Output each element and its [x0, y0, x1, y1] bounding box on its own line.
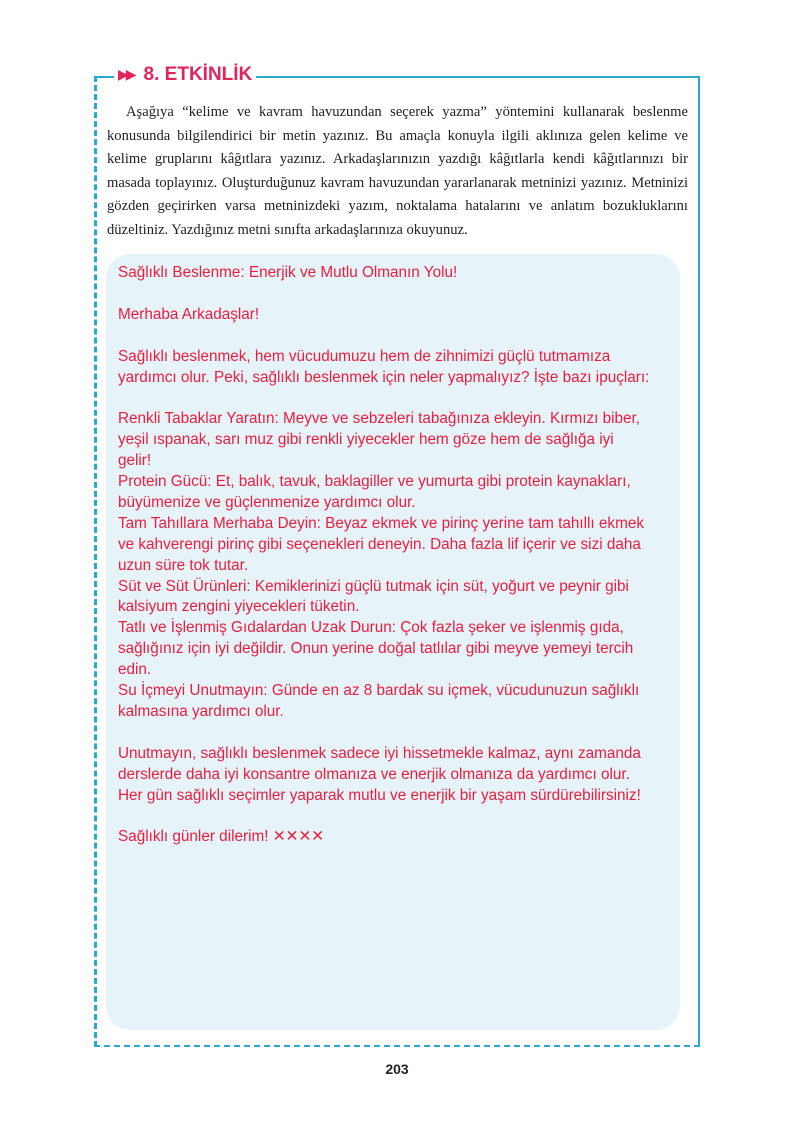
tip-line: sağlığınız için iyi değildir. Onun yerine doğal tatlılar gibi meyve yemeyi tercih — [118, 640, 634, 658]
signoff-line: Sağlıklı günler dilerim! ✕✕✕✕ — [118, 828, 325, 846]
answer-intro-line: Sağlıklı beslenmek, hem vücudumuzu hem de zihnimizi güçlü tutmamıza — [118, 347, 611, 365]
tip-line: gelir! — [118, 452, 152, 470]
tip-line: büyümenize ve güçlenmenize yardımcı olur. — [118, 493, 416, 511]
closing-line: derslerde daha iyi konsantre olmanıza ve enerjik olmanıza da yardımcı olur. — [118, 765, 630, 783]
tip-line: yeşil ıspanak, sarı muz gibi renkli yiyecekler hem göze hem de sağlığa iyi — [118, 431, 614, 449]
answer-greeting: Merhaba Arkadaşlar! — [118, 305, 260, 323]
tip-line: Su İçmeyi Unutmayın: Günde en az 8 bardak su içmek, vücudunuzun sağlıklı — [118, 682, 640, 700]
activity-frame-left-border — [94, 76, 97, 1047]
tip-line: uzun süre tok tutar. — [118, 556, 249, 574]
tip-line: Protein Gücü: Et, balık, tavuk, baklagiller ve yumurta gibi protein kaynakları, — [118, 473, 631, 491]
answer-title: Sağlıklı Beslenme: Enerjik ve Mutlu Olmanın Yolu! — [118, 264, 458, 281]
tip-line: Tam Tahıllara Merhaba Deyin: Beyaz ekmek ve pirinç yerine tam tahıllı ekmek — [118, 514, 644, 532]
double-chevron-icon: ▶▶ — [118, 67, 134, 83]
tip-line: kalsiyum zengini yiyecekleri tüketin. — [118, 598, 360, 616]
answer-intro-line: yardımcı olur. Peki, sağlıklı beslenmek için neler yapmalıyız? İşte bazı ipuçları: — [118, 368, 650, 386]
activity-title: 8. ETKİNLİK — [143, 64, 253, 85]
tip-line: kalmasına yardımcı olur. — [118, 702, 284, 720]
tip-line: Renkli Tabaklar Yaratın: Meyve ve sebzeleri tabağınıza ekleyin. Kırmızı biber, — [118, 410, 641, 428]
activity-instructions: Aşağıya “kelime ve kavram havuzundan seçerek yazma” yöntemini kullanarak beslenme konusunda bilgilendirici bir metin yazınız. Bu amaçla konuyla ilgili aklınıza gelen kelime ve kelime gruplarını kâğıtlara yazınız. Arkadaşlarınızın yazdığı kâğıtlarla kendi kâğıtlarınızı bir masada toplayınız. Oluşturduğunuz kavram havuzundan yararlanarak metninizi yazınız. Metninizi gözden geçirirken varsa metninizdeki yazım, noktalama hatalarını ve anlatım bozukluklarını düzeltiniz. Yazdığınız metni sınıfta arkadaşlarınıza okuyunuz. — [107, 104, 688, 238]
activity-heading — [114, 64, 256, 86]
closing-line: Her gün sağlıklı seçimler yaparak mutlu ve enerjik bir yaşam sürdürebilirsiniz! — [118, 786, 641, 804]
tip-line: Tatlı ve İşlenmiş Gıdalardan Uzak Durun: Çok fazla şeker ve işlenmiş gıda, — [118, 619, 624, 637]
answer-text-box — [106, 254, 680, 1030]
closing-line: Unutmayın, sağlıklı beslenmek sadece iyi hissetmekle kalmaz, aynı zamanda — [118, 744, 641, 762]
tip-line: Süt ve Süt Ürünleri: Kemiklerinizi güçlü tutmak için süt, yoğurt ve peynir gibi — [118, 577, 629, 595]
page-number: 203 — [385, 1061, 409, 1077]
tip-line: ve kahverengi pirinç gibi seçenekleri deneyin. Daha fazla lif içerir ve sizi daha — [118, 535, 641, 553]
tip-line: edin. — [118, 661, 152, 679]
